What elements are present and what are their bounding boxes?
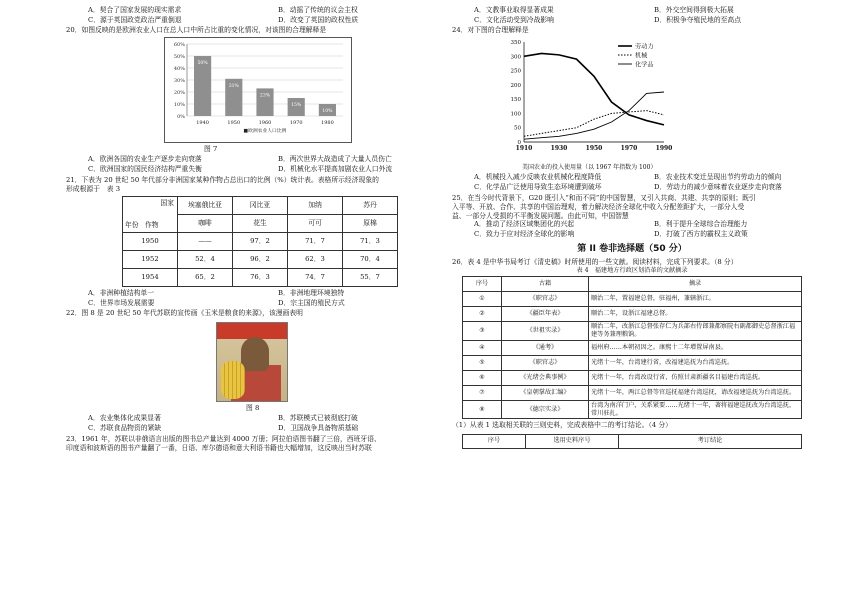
row-book: 《皇朝掌故汇编》 (502, 385, 589, 400)
q24-caption: 美国农业的投入使用量（以 1967 年指数为 100） (522, 163, 657, 171)
value-cell: 97．2 (233, 232, 288, 250)
option-d: D．积极争夺殖民地的至高点 (654, 15, 742, 24)
row-number: ② (463, 307, 502, 322)
option-a: A．机械投入减少反映农业机械化程度降低 (474, 173, 602, 182)
q24-stem: 24．对下图的合理解释是 (452, 26, 529, 35)
table-row (463, 322, 802, 341)
table-row (463, 292, 802, 307)
row-excerpt: 光绪十一年，台湾改设行省，仿照甘肃新疆名目福建台湾巡抚。 (589, 370, 802, 385)
option-a: A．契合了国家发展的现实需求 (88, 6, 182, 14)
value-cell: 71．7 (288, 232, 343, 250)
x-tick-label: 1930 (550, 144, 568, 152)
q22-caption: 图 8 (246, 403, 260, 412)
row-book: 《疆臣年表》 (502, 307, 589, 322)
value-cell: 74．7 (288, 268, 343, 286)
x-tick-label: 1970 (620, 144, 638, 152)
year-cell: 1952 (123, 250, 178, 268)
row-number: ⑧ (463, 400, 502, 419)
x-tick-label: 1960 (258, 119, 272, 126)
legend-label: 机械 (635, 52, 648, 60)
q23-stem-line-1: 23．1961 年，苏联以非俄语言出版的图书总产量达到 4000 万册；阿拉伯语图书翻了三倍，西班牙语、 (66, 434, 381, 443)
q24-line-chart (502, 36, 802, 164)
table-row (123, 250, 398, 268)
row-excerpt: 顺治二年，设浙江福建总督。 (589, 307, 802, 322)
header-book: 古籍 (502, 277, 589, 292)
bar-value-label: 31% (228, 83, 239, 89)
header-country: 埃塞俄比亚 (178, 196, 233, 214)
table-4 (462, 276, 802, 419)
x-tick-label: 1970 (289, 119, 303, 126)
table-3 (122, 196, 398, 287)
option-c: C．源于英国政党政治严重倒退 (88, 15, 182, 24)
row-book: 《德宗实录》 (502, 400, 589, 419)
q20-bar-chart (164, 37, 352, 143)
table-row (463, 307, 802, 322)
y-tick-label: 10% (173, 101, 185, 108)
q21-options-row-2 (66, 299, 446, 307)
q24-options-row-1 (452, 173, 812, 181)
crop-cell: 咖啡 (178, 214, 233, 232)
y-tick-label: 40% (173, 65, 185, 72)
legend-label: 化学品 (635, 61, 654, 69)
table-row (463, 370, 802, 385)
header-country: 苏丹 (343, 196, 398, 214)
q25-line-3: 益、一部分人受损的不平衡发展问题。由此可知，中国智慧 (452, 211, 629, 220)
q25-options-row-2 (452, 230, 812, 238)
option-b: B．动摇了传统的议会主权 (278, 6, 358, 14)
q25-line-2: 入平等、开放、合作、共享的中国治理观，着力解决经济全球化中收入分配差距扩大，一部分人受 (452, 203, 745, 212)
corner-crop: 作物 (145, 221, 159, 230)
year-cell: 1950 (123, 232, 178, 250)
header-number: 序号 (463, 277, 502, 292)
value-cell: 76．3 (233, 268, 288, 286)
q23-options-row-1 (452, 6, 812, 14)
q20-options-row-1 (66, 155, 446, 163)
q25-line-1: 25．在当今时代背景下，G20 既引入“和而不同”的中国智慧，又引入共商、共建、共享的原则；既引 (452, 193, 756, 202)
q19-options-row-2 (66, 16, 446, 24)
y-tick-label: 60% (173, 41, 185, 48)
row-excerpt: 顺治二年，置福建总督，驻福州，兼辖浙江。 (589, 292, 802, 307)
q21-options-row-1 (66, 289, 446, 297)
row-number: ④ (463, 340, 502, 355)
crop-cell: 原棉 (343, 214, 398, 232)
year-cell: 1954 (123, 268, 178, 286)
table-row (123, 268, 398, 286)
table-row (463, 385, 802, 400)
q21-stem-2: 形成根源于 表 3 (66, 185, 121, 194)
x-tick-label: 1950 (585, 144, 603, 152)
corner-year: 年份 (125, 221, 139, 230)
crop-cell: 可可 (288, 214, 343, 232)
table-row (463, 340, 802, 355)
option-b: B．农业技术变迁呈现出节约劳动力的倾向 (654, 173, 782, 182)
option-d: D．机械化水平提高加剧农业人口外流 (278, 165, 393, 174)
x-tick-label: 1910 (515, 144, 533, 152)
q23-stem-line-2: 印度语和波斯语的图书产量翻了一番，日语、库尔德语和意大利语书籍也大幅增加，这反映出当时苏联 (66, 444, 372, 453)
legend-label: 劳动力 (635, 43, 654, 51)
option-d: D．改变了英国的政权性质 (278, 15, 359, 24)
y-tick-label: 250 (510, 68, 521, 75)
option-c: C．世界市场发展需要 (88, 298, 155, 307)
answer-header: 考订结论 (619, 434, 802, 448)
y-tick-label: 20% (173, 89, 185, 96)
section-heading: 第 II 卷非选择题（50 分） (577, 243, 687, 254)
option-b: B．苏联模式已被彻底打破 (278, 414, 358, 423)
row-number: ① (463, 292, 502, 307)
table-4-title: 表 4 福建地方行政区划沿革的文献摘录 (576, 266, 688, 274)
row-number: ⑥ (463, 370, 502, 385)
x-tick-label: 1980 (321, 119, 334, 126)
value-cell: 65．2 (178, 268, 233, 286)
q22-stem: 22．图 8 是 20 世纪 50 年代苏联的宣传画《玉米是粮食的来源》，该漫画表明 (66, 309, 303, 318)
bar-value-label: 10% (322, 108, 333, 114)
bar-chart-svg (165, 38, 351, 142)
y-tick-label: 50% (173, 53, 185, 60)
q21-stem: 21．下表为 20 世纪 50 年代部分非洲国家某种作物占总出口的比例（%）统计表。表格所示经济现象的 (66, 175, 379, 184)
q25-options-row-1 (452, 220, 812, 228)
header-excerpt: 摘录 (589, 277, 802, 292)
option-a: A．欧洲各国的农业生产逐步走向衰落 (88, 155, 202, 164)
q19-options-row-1 (66, 6, 446, 14)
row-excerpt: 光绪十一年，两江总督等官巡抚福建台湾巡抚，请改福建巡抚为台湾巡抚。 (589, 385, 802, 400)
option-c: C．文化活动受到冷战影响 (474, 15, 554, 24)
series-line (524, 92, 664, 139)
header-country: 加纳 (288, 196, 343, 214)
poster-figure-head (241, 337, 269, 371)
row-number: ⑦ (463, 385, 502, 400)
y-tick-label: 300 (510, 54, 521, 61)
table-corner-cell (123, 196, 178, 232)
option-c: C．苏联食品物资的紧缺 (88, 424, 162, 433)
value-cell: 70．4 (343, 250, 398, 268)
q22-options-row-1 (66, 414, 446, 422)
right-column (452, 6, 812, 449)
bar-value-label: 50% (197, 60, 208, 66)
q26-stem: 26．表 4 是中华书局考订《清史稿》时所使用的一些文献。阅读材料，完成下列要求。（8 分） (452, 258, 738, 267)
y-tick-label: 30% (173, 77, 185, 84)
option-a: A．非洲种植结构单一 (88, 288, 155, 297)
y-tick-label: 0% (177, 113, 185, 120)
corner-country: 国家 (160, 198, 174, 207)
option-d: D．打破了西方的霸权主义政策 (654, 230, 748, 239)
row-book: 《职官志》 (502, 292, 589, 307)
value-cell: 55．7 (343, 268, 398, 286)
y-tick-label: 200 (510, 82, 521, 89)
option-b: B．两次世界大战造成了大量人员伤亡 (278, 155, 392, 164)
option-a: A．农业集体化成果显著 (88, 414, 161, 423)
q22-options-row-2 (66, 424, 446, 432)
row-number: ③ (463, 322, 502, 341)
q26-requirement-1: （1）从表 1 选取相关联的三则史料，完成表格中二的考订结论。（4 分） (452, 421, 672, 430)
y-tick-label: 100 (510, 111, 521, 118)
left-column (66, 6, 446, 453)
crop-cell: 花生 (233, 214, 288, 232)
table-row (123, 232, 398, 250)
q20-options-row-2 (66, 165, 446, 173)
x-tick-label: 1940 (196, 119, 209, 126)
value-cell: —— (178, 232, 233, 250)
bar-value-label: 23% (259, 93, 271, 99)
row-book: 《职官志》 (502, 355, 589, 370)
row-excerpt: 福州府……本朝初因之。康熙十二年增置屏南县。 (589, 340, 802, 355)
option-c: C．化学品广泛使用导致生态环境遭到破坏 (474, 183, 602, 192)
option-d: D．宗主国的殖民方式 (278, 298, 345, 307)
option-a: A．推动了经济区域集团化的兴起 (474, 220, 575, 229)
value-cell: 96．2 (233, 250, 288, 268)
answer-table (462, 434, 802, 449)
soviet-poster-image (216, 322, 288, 402)
y-tick-label: 0 (517, 139, 521, 146)
bar-value-label: 15% (291, 102, 302, 108)
value-cell: 52．4 (178, 250, 233, 268)
option-d: D．卫国战争具备物质基础 (278, 424, 359, 433)
x-tick-label: 1990 (655, 144, 673, 152)
chart-legend: ■欧洲农业人口比例 (243, 128, 287, 134)
y-tick-label: 350 (510, 39, 521, 46)
row-book: 《世祖实录》 (502, 322, 589, 341)
answer-header: 选用史料序号 (526, 434, 619, 448)
answer-header: 序号 (463, 434, 526, 448)
q20-caption: 图 7 (204, 144, 218, 153)
option-c: C．欧洲国家的国民经济结构严重失衡 (88, 165, 202, 174)
option-d: D．劳动力的减少意味着农业逐步走向衰落 (654, 183, 782, 192)
line-chart-svg (502, 36, 802, 164)
option-c: C．致力于应对经济全球化的影响 (474, 230, 575, 239)
row-excerpt: 顺治二年，改浙江总督张存仁为兵部右侍郎兼都察院右副都御史总督浙江福建等务兼理粮饷。 (589, 322, 802, 341)
y-tick-label: 50 (514, 125, 521, 132)
series-line (524, 111, 664, 137)
row-excerpt: 台湾为南洋门户，关系紧要……光绪十一年，著将福建巡抚改为台湾巡抚，常川驻扎。 (589, 400, 802, 419)
row-number: ⑤ (463, 355, 502, 370)
table-row (463, 355, 802, 370)
q24-options-row-2 (452, 183, 812, 191)
corn-icon (221, 361, 245, 399)
value-cell: 62．3 (288, 250, 343, 268)
x-tick-label: 1950 (227, 119, 241, 126)
row-book: 《通考》 (502, 340, 589, 355)
table-row (463, 400, 802, 419)
option-b: B．利于提升全球综合治理能力 (654, 220, 748, 229)
option-b: B．非洲地理环境独特 (278, 288, 345, 297)
option-a: A．文教事业取得显著成果 (474, 6, 554, 14)
y-tick-label: 150 (510, 97, 521, 104)
row-excerpt: 光绪十一年，台湾建行省，改福建巡抚为台湾巡抚。 (589, 355, 802, 370)
option-b: B．外交空间得到极大拓展 (654, 6, 734, 14)
q20-stem: 20．如图反映的是欧洲农业人口在总人口中所占比重的变化情况，对该图的合理解释是 (66, 26, 327, 35)
header-country: 冈比亚 (233, 196, 288, 214)
row-book: 《光绪会典事例》 (502, 370, 589, 385)
q23-options-row-2 (452, 16, 812, 24)
value-cell: 71．3 (343, 232, 398, 250)
